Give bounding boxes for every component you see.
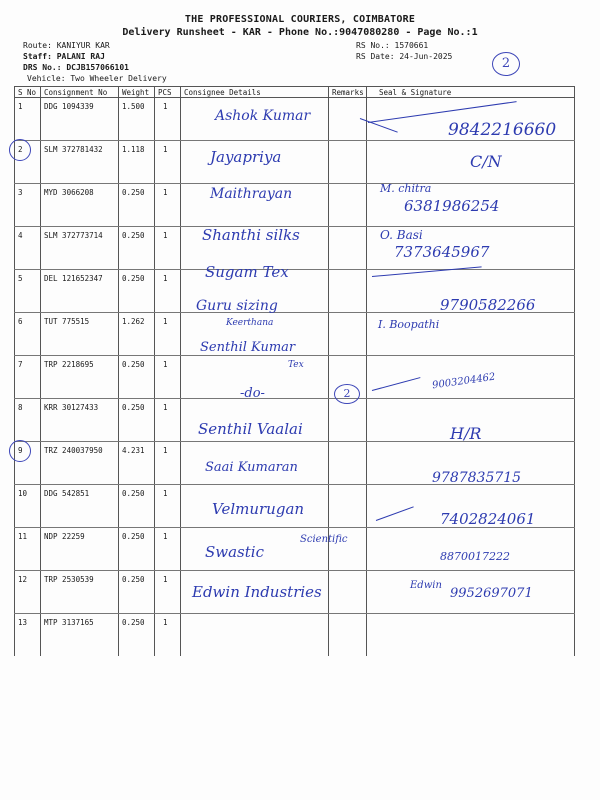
table-row — [15, 614, 575, 657]
handwritten-consignee-2: Jayapriya — [210, 148, 282, 166]
signature-name-13: Edwin — [410, 580, 442, 591]
cell-consignment: DEL 121652347 — [41, 270, 119, 313]
cell-weight: 0.250 — [119, 485, 155, 528]
cell-weight: 1.262 — [119, 313, 155, 356]
signature-name-6: I. Boopathi — [378, 318, 440, 331]
runsheet-subtitle: Delivery Runsheet - KAR - Phone No.:9047080280 - Page No.:1 — [122, 27, 478, 38]
handwritten-consignee-5: Sugam Tex — [205, 263, 289, 281]
cell-sno: 3 — [15, 184, 41, 227]
cell-seal-signature — [367, 528, 575, 571]
handwritten-consignee-7: Senthil Kumar — [200, 340, 296, 355]
handwritten-consignee-3: Maithrayan — [210, 186, 293, 202]
cell-sno: 9 — [15, 442, 41, 485]
cell-sno: 1 — [15, 98, 41, 141]
cell-sno: 10 — [15, 485, 41, 528]
cell-pcs: 1 — [155, 141, 181, 184]
cell-consignee — [181, 614, 329, 657]
cell-weight: 1.500 — [119, 98, 155, 141]
cell-weight: 4.231 — [119, 442, 155, 485]
col-weight: Weight — [119, 87, 155, 98]
handwritten-consignee-9: Senthil Vaalai — [198, 420, 303, 438]
cell-pcs: 1 — [155, 571, 181, 614]
col-consignee: Consignee Details — [181, 87, 329, 98]
col-remarks: Remarks — [329, 87, 367, 98]
cell-consignment: TRP 2530539 — [41, 571, 119, 614]
cell-sno: 11 — [15, 528, 41, 571]
cell-consignment: DDG 542851 — [41, 485, 119, 528]
cell-weight: 0.250 — [119, 356, 155, 399]
cell-consignment: NDP 22259 — [41, 528, 119, 571]
cell-remarks — [329, 270, 367, 313]
signature-phone-4: 7373645967 — [394, 243, 490, 261]
cell-weight: 1.118 — [119, 141, 155, 184]
cell-sno: 2 — [15, 141, 41, 184]
cell-pcs: 1 — [155, 485, 181, 528]
handwritten-consignee-8: -do- — [240, 386, 265, 401]
handwritten-consignee-12: Swastic — [205, 543, 264, 561]
cell-pcs: 1 — [155, 270, 181, 313]
signature-phone-6: 9790582266 — [440, 296, 536, 314]
cell-sno: 6 — [15, 313, 41, 356]
cell-consignment: DDG 1094339 — [41, 98, 119, 141]
cell-pcs: 1 — [155, 442, 181, 485]
sno-circle-mark — [9, 139, 31, 161]
cell-consignment: TRZ 240037950 — [41, 442, 119, 485]
handwritten-consignee-6: Guru sizing — [196, 298, 278, 314]
handwritten-consignee-10: Saai Kumaran — [205, 460, 298, 475]
cell-remarks — [329, 485, 367, 528]
handwritten-consignee-7b: Tex — [288, 360, 304, 370]
cell-consignment: MTP 3137165 — [41, 614, 119, 657]
cell-pcs: 1 — [155, 227, 181, 270]
cell-consignment: KRR 30127433 — [41, 399, 119, 442]
signature-phone-13b: 9952697071 — [450, 586, 533, 601]
handwritten-consignee-13: Edwin Industries — [192, 583, 322, 601]
cell-remarks — [329, 614, 367, 657]
signature-name-3: M. chitra — [380, 182, 432, 195]
cell-consignment: MYD 3066208 — [41, 184, 119, 227]
cell-remarks — [329, 313, 367, 356]
signature-phone-8: 9003204462 — [431, 371, 497, 392]
cell-pcs: 1 — [155, 98, 181, 141]
cell-remarks — [329, 141, 367, 184]
route-text: Route: KANIYUR KAR — [23, 41, 110, 50]
cell-consignment: SLM 372773714 — [41, 227, 119, 270]
rs-date: RS Date: 24-Jun-2025 — [356, 52, 453, 61]
cell-consignment: TRP 2218695 — [41, 356, 119, 399]
col-sno: S No — [15, 87, 41, 98]
company-title: THE PROFESSIONAL COURIERS, COIMBATORE — [184, 14, 416, 25]
cell-sno: 5 — [15, 270, 41, 313]
col-seal-signature: Seal & Signature — [367, 87, 575, 98]
cell-sno: 7 — [15, 356, 41, 399]
handwritten-consignee-11: Velmurugan — [212, 500, 305, 518]
cell-remarks — [329, 399, 367, 442]
route-info — [23, 40, 129, 73]
cell-remarks — [329, 571, 367, 614]
handwritten-consignee-1: Ashok Kumar — [215, 108, 311, 124]
signature-phone-13: 8870017222 — [440, 550, 510, 563]
handwritten-consignee-12b: Scientific — [300, 534, 348, 545]
cell-weight: 0.250 — [119, 270, 155, 313]
cell-pcs: 1 — [155, 356, 181, 399]
vehicle-text: Vehicle: Two Wheeler Delivery — [27, 74, 167, 83]
cell-remarks — [329, 227, 367, 270]
runsheet-table — [14, 86, 575, 656]
cell-pcs: 1 — [155, 614, 181, 657]
cell-remarks — [329, 184, 367, 227]
cell-weight: 0.250 — [119, 571, 155, 614]
signature-phone-12: 7402824061 — [440, 510, 536, 528]
cell-weight: 0.250 — [119, 614, 155, 657]
sno-circle-mark — [9, 440, 31, 462]
signature-phone-3: 6381986254 — [404, 197, 500, 215]
cell-sno: 13 — [15, 614, 41, 657]
cell-pcs: 1 — [155, 399, 181, 442]
page-circle-mark: 2 — [492, 52, 520, 76]
cell-consignment: TUT 775515 — [41, 313, 119, 356]
handwritten-consignee-6b: Keerthana — [226, 318, 274, 328]
staff-text: Staff: PALANI RAJ — [23, 52, 105, 61]
cell-pcs: 1 — [155, 313, 181, 356]
cell-sno: 8 — [15, 399, 41, 442]
handwritten-consignee-4: Shanthi silks — [202, 226, 300, 244]
cell-consignment: SLM 372781432 — [41, 141, 119, 184]
cell-seal-signature — [367, 614, 575, 657]
signature-cn-2: C/N — [470, 152, 502, 171]
cell-pcs: 1 — [155, 184, 181, 227]
signature-hr-9: H/R — [450, 424, 482, 443]
drs-number: DRS No.: DCJB157066101 — [23, 63, 129, 72]
cell-weight: 0.250 — [119, 184, 155, 227]
signature-name-4: O. Basi — [380, 228, 423, 242]
signature-phone-11: 9787835715 — [432, 470, 522, 486]
cell-remarks — [329, 442, 367, 485]
rs-info — [356, 40, 452, 62]
cell-weight: 0.250 — [119, 399, 155, 442]
cell-sno: 12 — [15, 571, 41, 614]
col-consignment: Consignment No — [41, 87, 119, 98]
table-row — [15, 528, 575, 571]
row8-circle-mark: 2 — [334, 384, 360, 404]
signature-phone-1: 9842216660 — [448, 120, 557, 140]
cell-weight: 0.250 — [119, 528, 155, 571]
cell-sno: 4 — [15, 227, 41, 270]
cell-pcs: 1 — [155, 528, 181, 571]
col-pcs: PCS — [155, 87, 181, 98]
table-header-row — [15, 87, 575, 98]
cell-weight: 0.250 — [119, 227, 155, 270]
rs-number: RS No.: 1570661 — [356, 41, 429, 50]
